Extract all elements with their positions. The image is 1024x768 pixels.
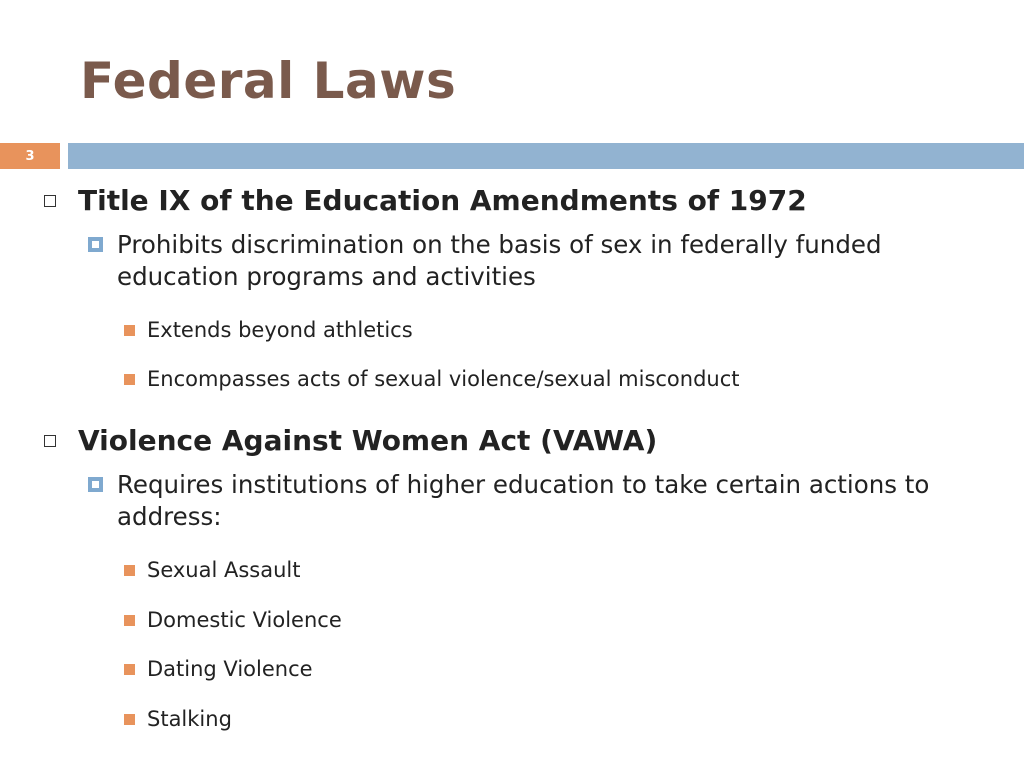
filled-square-bullet-icon (124, 664, 135, 675)
filled-square-bullet-icon (124, 714, 135, 725)
filled-square-bullet-icon (124, 565, 135, 576)
filled-square-bullet-icon (124, 325, 135, 336)
list-item (124, 556, 301, 584)
list-item-text: Extends beyond athletics (147, 318, 413, 342)
list-item-text: Encompasses acts of sexual violence/sexual misconduct (147, 367, 740, 391)
section-heading-title-ix (44, 183, 807, 219)
slide-title: Federal Laws (80, 52, 457, 110)
heading-text: Violence Against Women Act (VAWA) (78, 424, 658, 457)
filled-square-bullet-icon (124, 374, 135, 385)
filled-square-bullet-icon (124, 615, 135, 626)
heading-text: Title IX of the Education Amendments of 1972 (78, 184, 807, 217)
list-item (124, 316, 413, 344)
section-heading-vawa (44, 423, 657, 459)
list-item-text: Dating Violence (147, 657, 313, 681)
slide-number: 3 (0, 143, 60, 169)
hollow-square-bullet-icon (44, 195, 56, 207)
hollow-square-bullet-icon (44, 435, 56, 447)
list-item (124, 606, 342, 634)
sub-bullet-title-ix (88, 229, 978, 293)
list-item-text: Domestic Violence (147, 608, 342, 632)
sub-bullet-text: Requires institutions of higher education to take certain actions to address: (117, 470, 930, 531)
sub-bullet-vawa (88, 469, 978, 533)
list-item-text: Sexual Assault (147, 558, 301, 582)
framed-square-bullet-icon (88, 237, 103, 252)
list-item (124, 655, 313, 683)
sub-bullet-text: Prohibits discrimination on the basis of sex in federally funded education programs and activities (117, 230, 882, 291)
list-item-text: Stalking (147, 707, 232, 731)
header-bar (68, 143, 1024, 169)
framed-square-bullet-icon (88, 477, 103, 492)
list-item (124, 365, 740, 393)
list-item (124, 705, 232, 733)
